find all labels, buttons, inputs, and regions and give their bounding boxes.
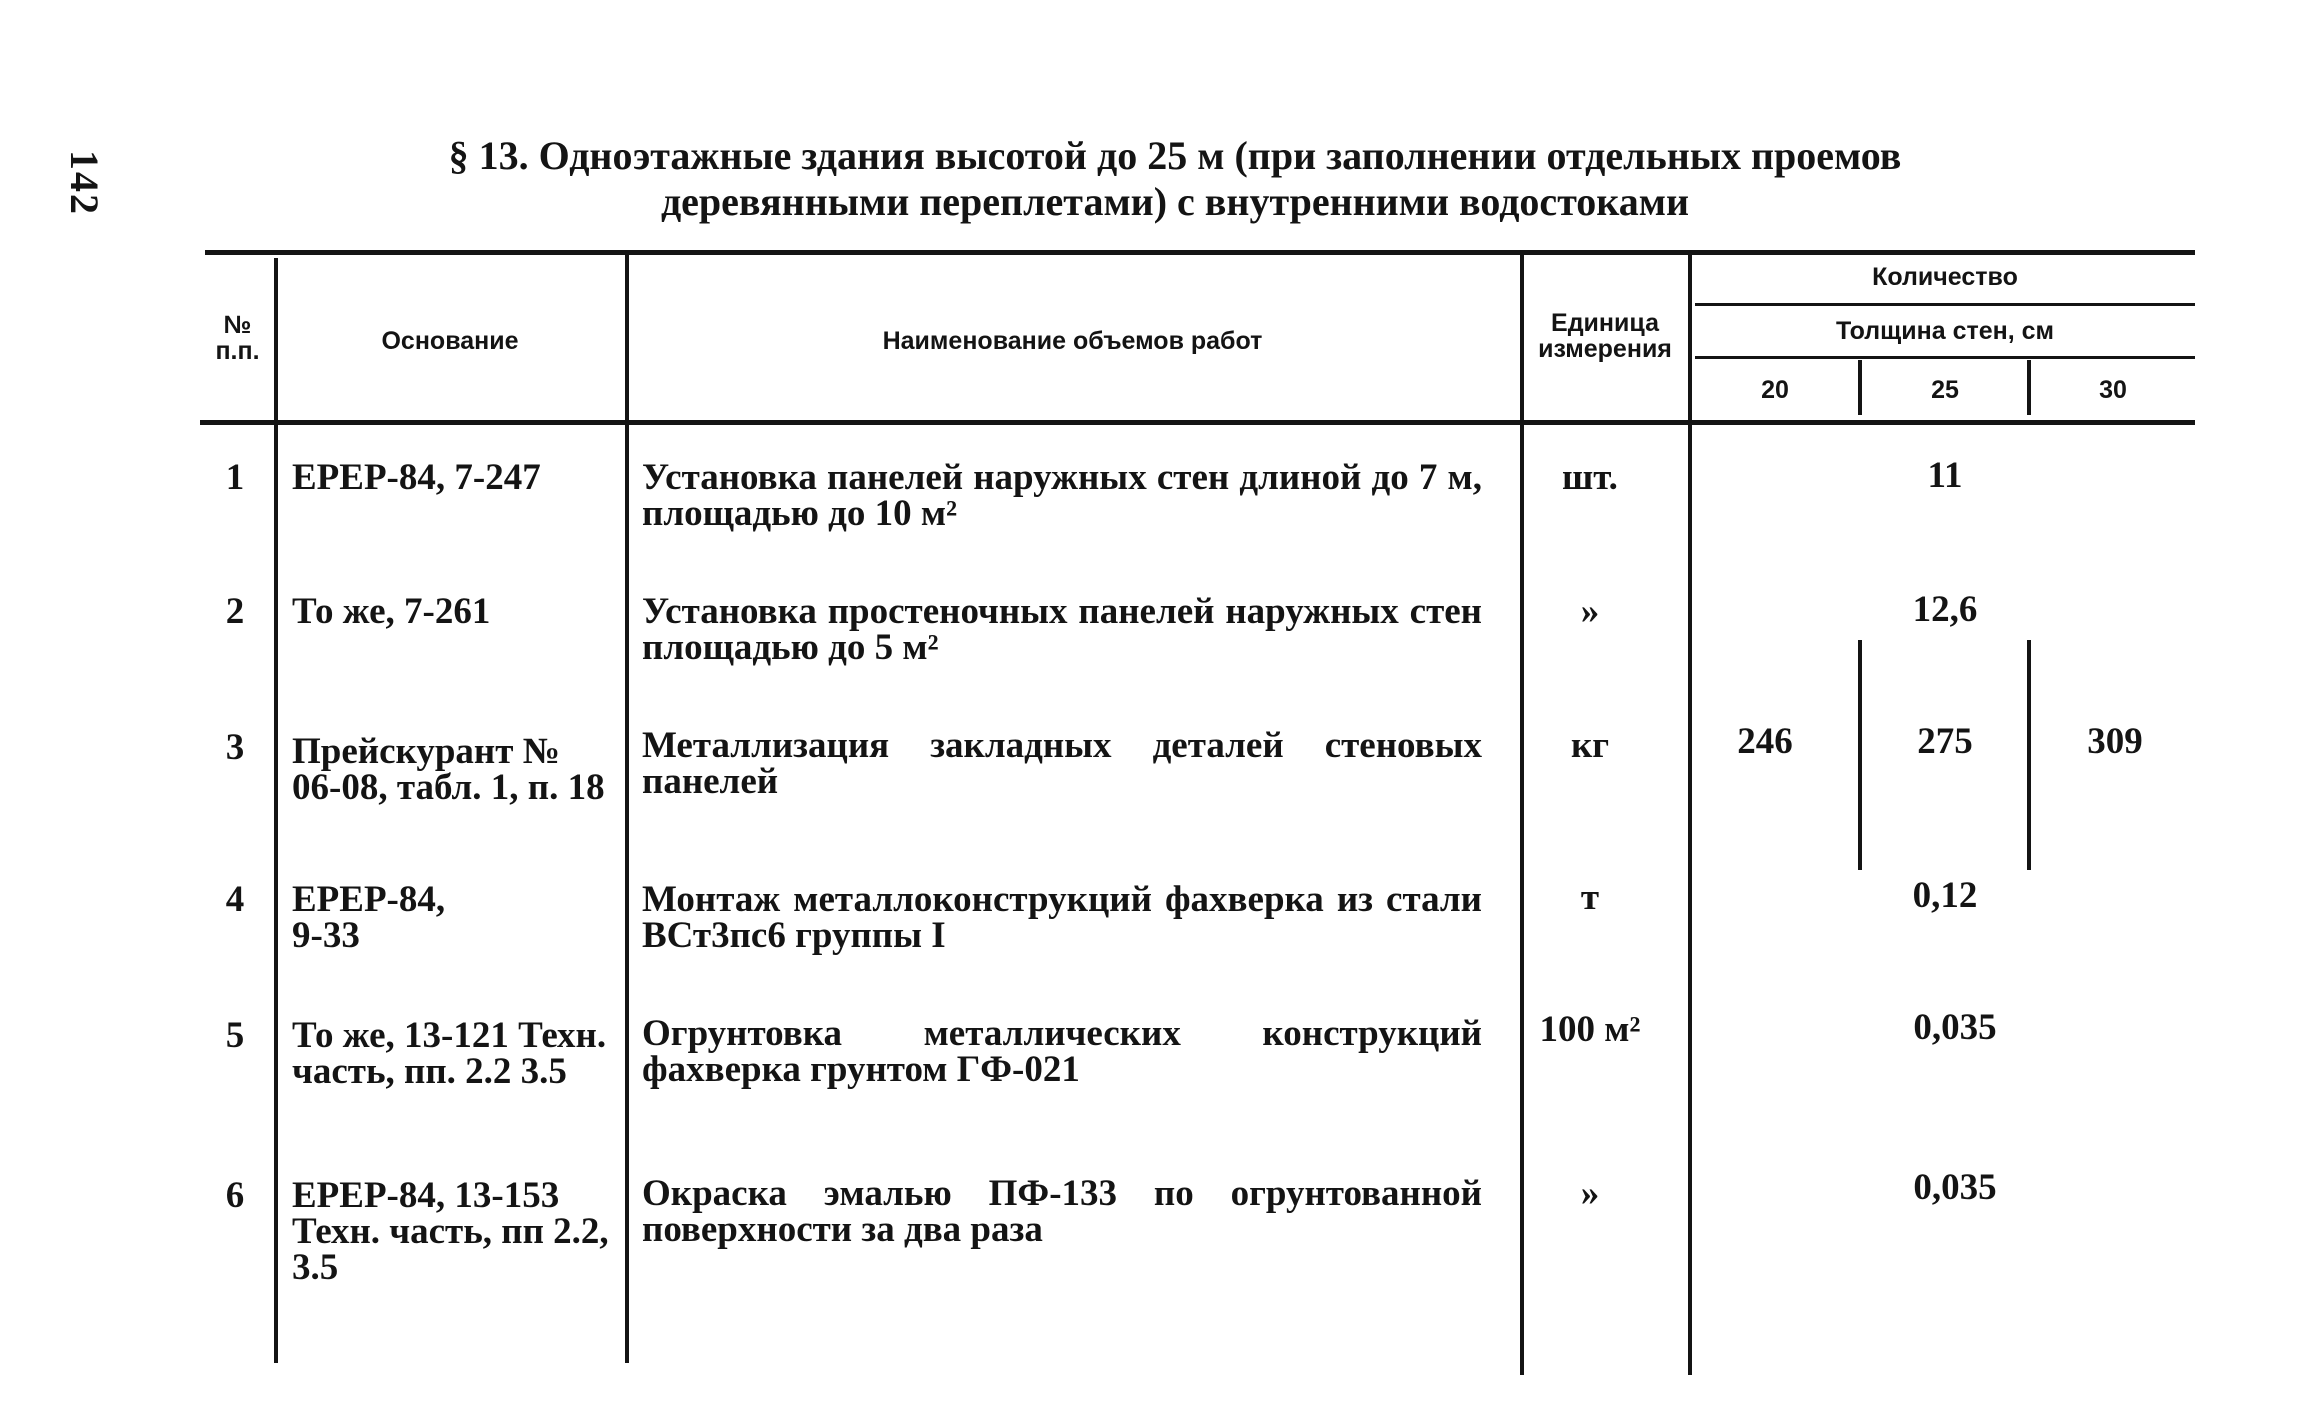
- col-divider-1: [274, 258, 278, 1363]
- col-divider-2: [625, 255, 629, 1363]
- header-thickness-20: 20: [1761, 376, 1789, 404]
- header-thickness: Толщина стен, см: [1835, 317, 2055, 345]
- section-title-line-1: § 13. Одноэтажные здания высотой до 25 м (при заполнении отдельных проемов: [448, 133, 1902, 178]
- thickness-divider-2: [2027, 360, 2031, 415]
- row-3-qty-20: 246: [1737, 721, 1793, 762]
- row-2-qty: 12,6: [1912, 589, 1978, 630]
- thickness-rule: [1695, 356, 2195, 359]
- row-1-qty: 11: [1927, 455, 1963, 496]
- row-1-name: Установка панелей наружных стен длиной до 7 м, площадью до 10 м²: [642, 457, 1482, 534]
- row-6-basis: ЕРЕР-84, 13-153 Техн. часть, пп 2.2, 3.5: [292, 1175, 609, 1288]
- row-2-name: Установка простеночных панелей наружных стен площадью до 5 м²: [642, 591, 1482, 668]
- row-3-qty-25: 275: [1917, 721, 1973, 762]
- row-4-basis: ЕРЕР-84, 9-33: [292, 879, 446, 956]
- row-5-name: Огрунтовка металлических конструкций фахверка грунтом ГФ-021: [642, 1013, 1482, 1090]
- row-5-num: 5: [225, 1015, 245, 1056]
- row-1-unit: шт.: [1562, 457, 1618, 498]
- col-divider-4: [1688, 253, 1692, 1375]
- row-4-qty: 0,12: [1912, 875, 1978, 916]
- header-unit: Единица измерения: [1538, 309, 1672, 363]
- header-num: № п.п.: [215, 311, 260, 365]
- row-3-name: Металлизация закладных деталей стеновых панелей: [642, 725, 1482, 802]
- row-6-num: 6: [225, 1175, 245, 1216]
- header-name: Наименование объемов работ: [882, 327, 1263, 355]
- section-title: [200, 133, 2150, 225]
- row-6-name: Окраска эмалью ПФ-133 по огрунтованной поверхности за два раза: [642, 1173, 1482, 1250]
- header-thickness-25: 25: [1931, 376, 1959, 404]
- row-3-unit: кг: [1570, 725, 1610, 766]
- header-quantity: Количество: [1872, 263, 2018, 291]
- row-6-qty: 0,035: [1913, 1167, 1997, 1208]
- row-2-num: 2: [225, 591, 245, 632]
- row-6-unit: »: [1580, 1173, 1600, 1214]
- row-3-basis: Прейскурант № 06-08, табл. 1, п. 18: [292, 731, 605, 808]
- row-1-num: 1: [225, 457, 245, 498]
- page-number: 142: [62, 150, 107, 216]
- thickness-divider-1: [1858, 360, 1862, 415]
- quantity-rule: [1695, 303, 2195, 306]
- header-basis: Основание: [381, 327, 519, 355]
- row-1-basis: ЕРЕР-84, 7-247: [292, 457, 541, 498]
- row-4-unit: т: [1580, 877, 1600, 918]
- row-2-basis: То же, 7-261: [292, 591, 491, 632]
- row-5-basis: То же, 13-121 Техн. часть, пп. 2.2 3.5: [292, 1015, 607, 1092]
- row-3-qty-30: 309: [2087, 721, 2143, 762]
- section-title-line-2: деревянными переплетами) с внутренними водостоками: [660, 179, 1690, 224]
- table-top-rule: [205, 250, 2195, 255]
- row-5-qty: 0,035: [1913, 1007, 1997, 1048]
- header-thickness-30: 30: [2099, 376, 2127, 404]
- row-4-name: Монтаж металлоконструкций фахверка из стали ВСт3пс6 группы I: [642, 879, 1482, 956]
- row-5-unit: 100 м²: [1539, 1009, 1641, 1050]
- row-3-num: 3: [225, 727, 245, 768]
- row-4-num: 4: [225, 879, 245, 920]
- header-bottom-rule: [200, 420, 2195, 425]
- row-2-unit: »: [1580, 591, 1600, 632]
